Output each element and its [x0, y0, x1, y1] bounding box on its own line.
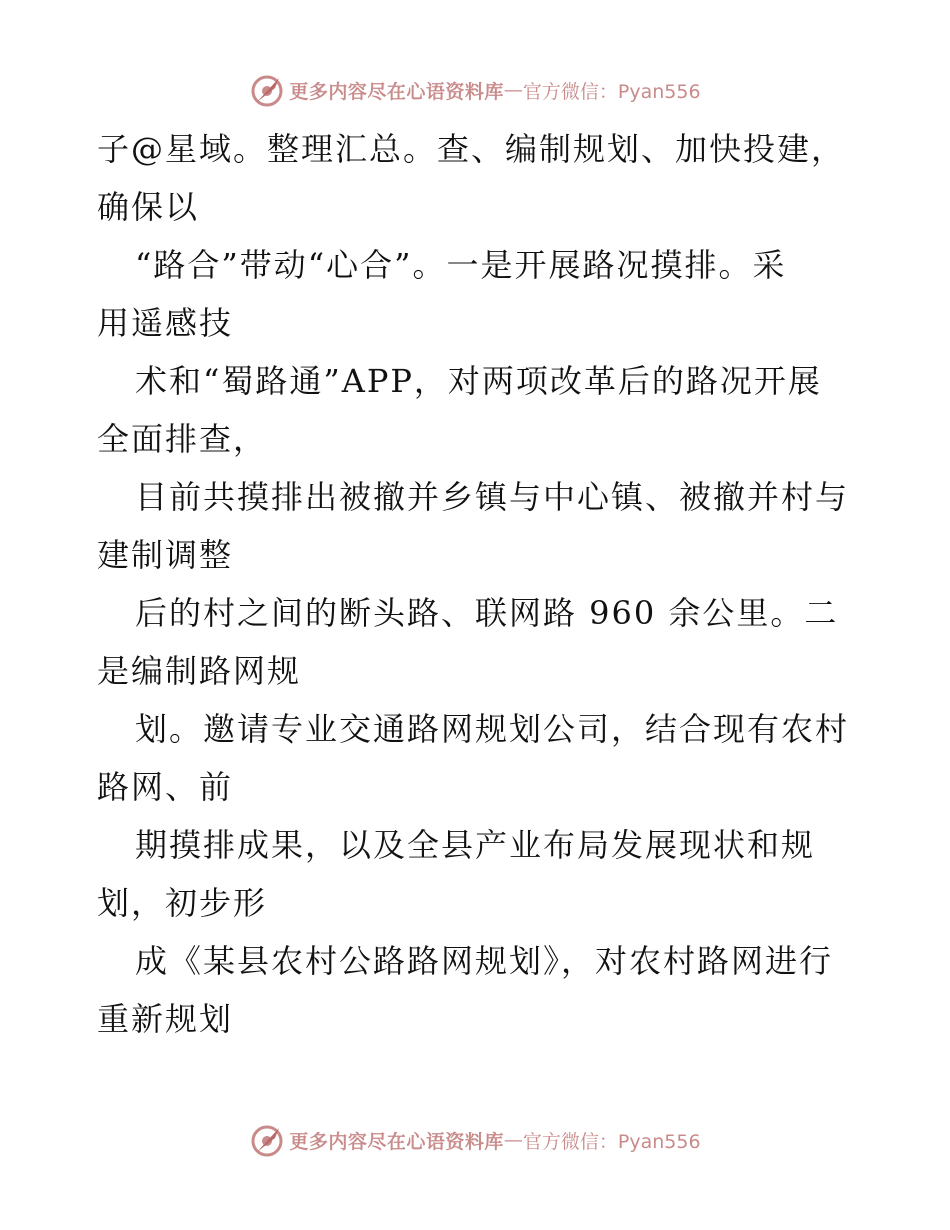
text-line: 全面排查， — [97, 420, 268, 458]
document-body — [97, 120, 857, 1048]
text-line: 期摸排成果，以及全县产业布局发展现状和规 — [135, 826, 816, 864]
text-line: 路网、前 — [97, 768, 234, 806]
text-line: “路合”带动“心合”。一是开展路况摸排。采 — [135, 246, 787, 284]
banner-wechat-label: 官方微信：Pyan556 — [522, 1130, 701, 1153]
text-line: 是编制路网规 — [97, 652, 302, 690]
text-line: 术和“蜀路通”APP，对两项改革后的路况开展 — [135, 362, 822, 400]
text-line: 子@星域。整理汇总。查、编制规划、加快投建， — [97, 130, 846, 168]
quill-logo-icon — [249, 1122, 285, 1158]
text-line: 成《某县农村公路路网规划》，对农村路网进行 — [135, 942, 834, 980]
banner-wechat-label: 官方微信：Pyan556 — [522, 80, 701, 103]
header-banner — [0, 70, 950, 110]
text-line: 目前共摸排出被撤并乡镇与中心镇、被撤并村与 — [135, 478, 850, 516]
text-line: 建制调整 — [97, 536, 234, 574]
banner-separator: — — [503, 1129, 523, 1151]
text-line: 划，初步形 — [97, 884, 268, 922]
text-line: 确保以 — [97, 188, 200, 226]
footer-banner — [0, 1120, 950, 1160]
quill-logo-icon — [249, 72, 285, 108]
text-line: 重新规划 — [97, 1000, 234, 1038]
banner-main-text: 更多内容尽在心语资料库 — [289, 80, 504, 103]
text-line: 后的村之间的断头路、联网路 960 余公里。二 — [135, 594, 839, 632]
banner-separator: — — [503, 79, 523, 101]
banner-main-text: 更多内容尽在心语资料库 — [289, 1130, 504, 1153]
text-line: 划。邀请专业交通路网规划公司，结合现有农村 — [135, 710, 850, 748]
text-line: 用遥感技 — [97, 304, 234, 342]
